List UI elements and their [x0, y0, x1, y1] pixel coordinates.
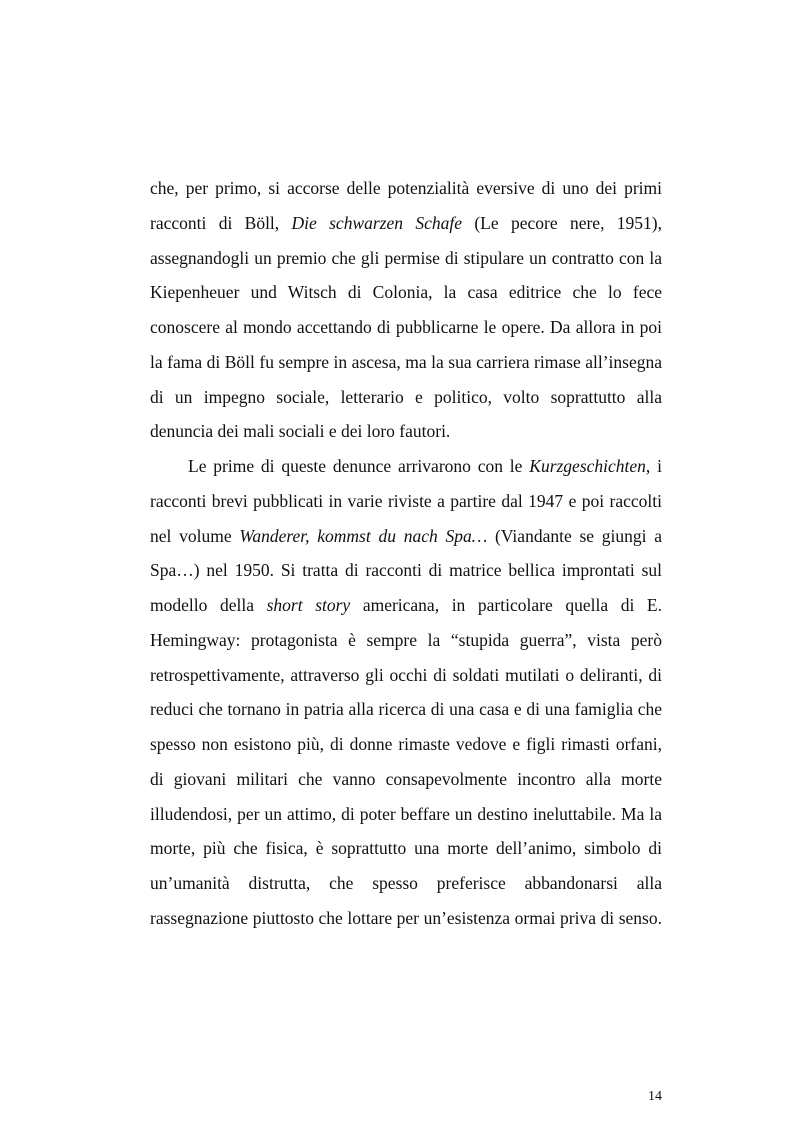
p2-italic-kurzgeschichten: Kurzgeschichten [529, 456, 646, 476]
paragraph-1 [150, 171, 662, 449]
p2-italic-wanderer: Wanderer, kommst du nach Spa… [239, 525, 488, 546]
page-number: 14 [648, 1089, 662, 1104]
paragraph-2 [150, 449, 662, 936]
p2-italic-short-story: short story [266, 595, 351, 615]
p1-text-2: (Le pecore nere, 1951), assegnandogli un premio che gli permise di stipulare un contratto con la Kiepenheuer und Witsch di Colonia, la casa editrice che lo fece conoscere al mondo accettando di pubblicarne le opere. Da allora in poi la fama di Böll fu sempre in ascesa, ma la sua carriera rimase all’insegna di un impegno sociale, letterario e politico, volto soprattutto alla denuncia dei mali sociali e dei loro fautori. [150, 212, 662, 442]
p2-text-4: americana, in particolare quella di E. Hemingway: protagonista è sempre la “stupida guerra”, vista però retrospettivamente, attraverso gli occhi di soldati mutilati o deliranti, di reduci che tornano in patria alla ricerca di una casa e di una famiglia che spesso non esistono più, di donne rimaste vedove e figli rimasti orfani, di giovani militari che vanno consapevolmente incontro alla morte illudendosi, per un attimo, di poter beffare un destino ineluttabile. Ma la morte, più che fisica, è soprattutto una morte dell’animo, simbolo di un’umanità distrutta, che spesso preferisce abbandonarsi alla rassegnazione piuttosto che lottare per un’esistenza ormai priva di senso. [150, 595, 663, 928]
p2-text-3: (Viandante se giungi a Spa…) nel 1950. Si tratta di racconti di matrice bellica improntati sul modello della [150, 525, 662, 615]
p2-text-1: Le prime di queste denunce arrivarono con le [188, 456, 530, 476]
page-body [150, 171, 662, 936]
p2-text-2: , i racconti brevi pubblicati in varie riviste a partire dal 1947 e poi raccolti nel volume [150, 456, 662, 546]
p1-italic-title: Die schwarzen Schafe [291, 212, 463, 233]
p1-text-1: che, per primo, si accorse delle potenzialità eversive di uno dei primi racconti di Böll, [150, 178, 662, 233]
